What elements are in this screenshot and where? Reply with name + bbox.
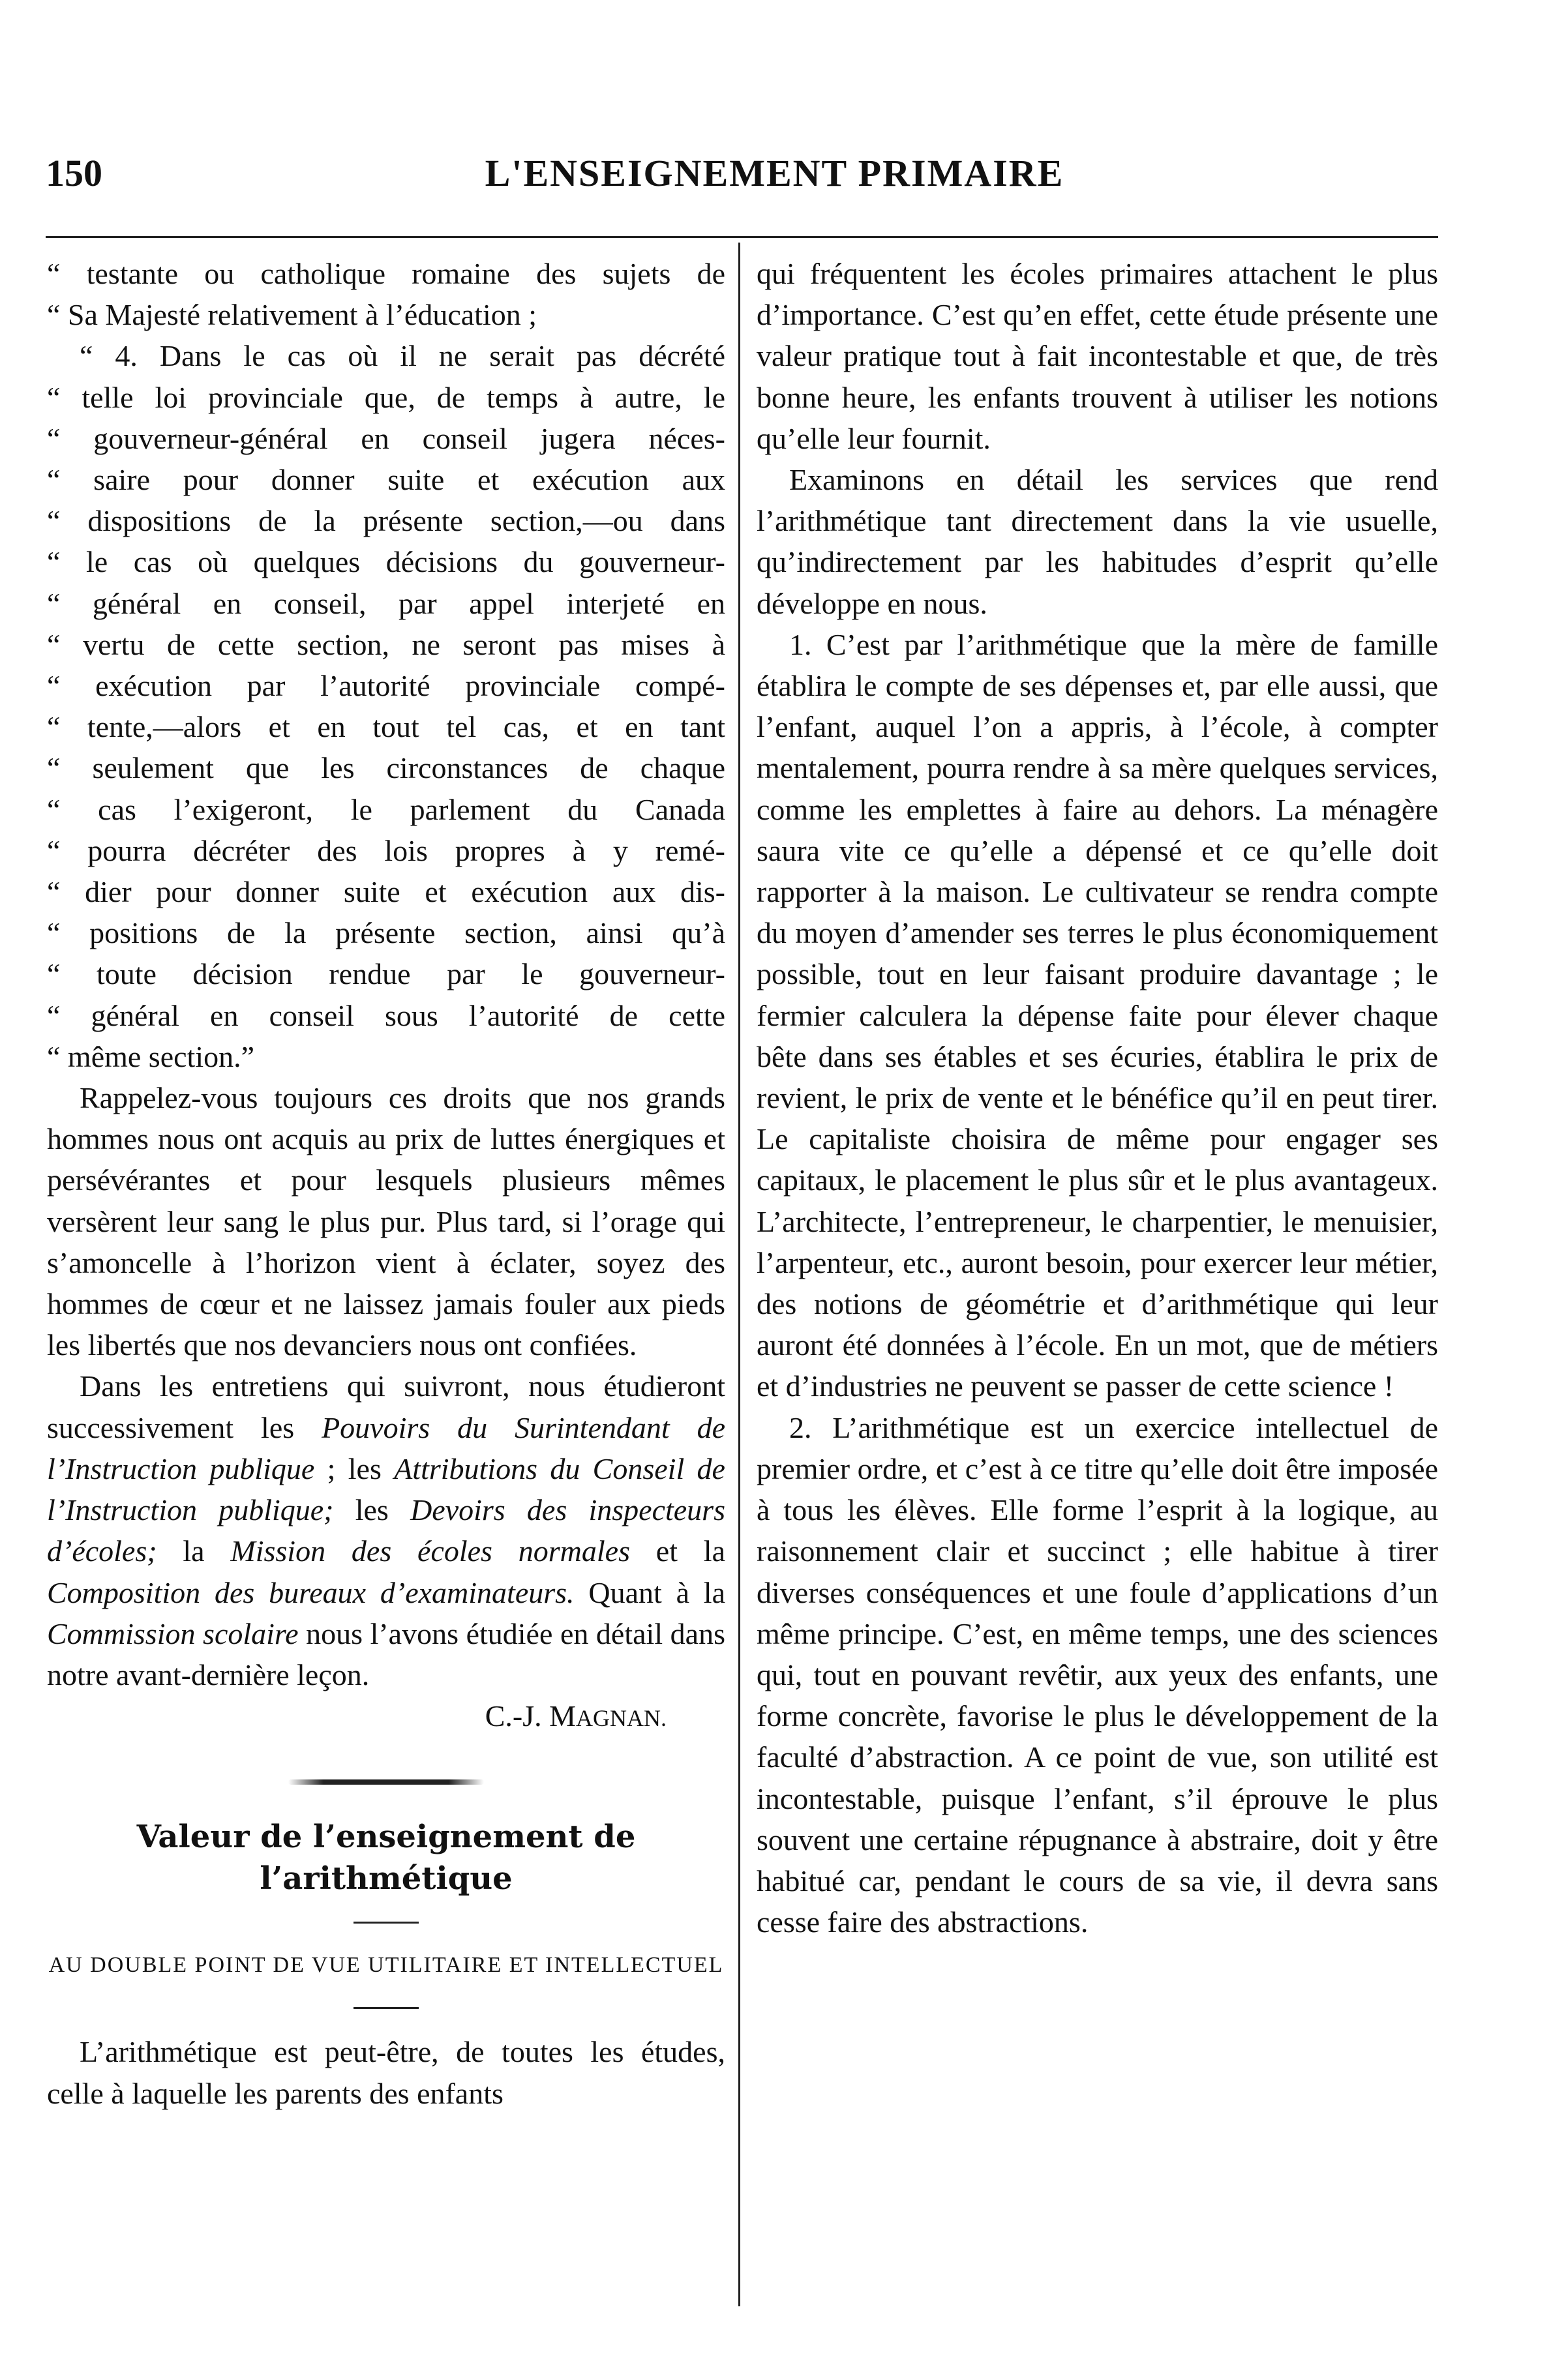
law-line: “ saire pour donner suite et exécution aux bbox=[47, 463, 725, 497]
subtitle-rule bbox=[353, 2007, 419, 2009]
column-divider bbox=[738, 243, 740, 2306]
law-line: “ testante ou catholique romaine des sujets de bbox=[47, 257, 725, 290]
signature-initials: C.-J. M bbox=[485, 1699, 576, 1733]
law-line: “ pourra décréter des lois propres à y remé- bbox=[47, 833, 725, 867]
paragraph-entretiens bbox=[47, 1365, 725, 1695]
left-column bbox=[47, 253, 725, 2114]
paragraph-rappelez: Rappelez-vous toujours ces droits que nos grands hommes nous ont acquis au prix de luttes énergiques et persévérantes et pour lesquels plusieurs mêmes versèrent leur sang le plus pur. Plus tard, si l’orage qui s’amoncelle à l’horizon vient à éclater, soyez des hommes de cœur et ne laissez jamais fouler aux pieds les libertés que nos devanciers nous ont confiées. bbox=[47, 1081, 725, 1362]
italic-title: Attributions du Conseil de l’Instruction publique; bbox=[47, 1451, 725, 1527]
text-run: nous l’avons étudiée en détail dans notre avant-dernière leçon. bbox=[47, 1616, 725, 1691]
law-line: “ général en conseil sous l’autorité de cette bbox=[47, 998, 725, 1032]
article-title: Valeur de l’enseignement de l’arithmétique bbox=[136, 1819, 636, 1897]
italic-title: Commission scolaire bbox=[47, 1616, 299, 1650]
law-line: “ même section.” bbox=[47, 1039, 255, 1073]
italic-title: Mission des écoles normales bbox=[230, 1534, 630, 1568]
law-line: “ dispositions de la présente section,—ou dans bbox=[47, 504, 725, 538]
law-line: “ 4. Dans le cas où il ne serait pas décrété bbox=[80, 339, 725, 373]
text-run: Dans les entretiens qui suivront, nous étudieront successivement les bbox=[47, 1369, 725, 1444]
law-line: “ le cas où quelques décisions du gouverneur- bbox=[47, 545, 725, 579]
law-line: “ gouverneur-général en conseil jugera néces- bbox=[47, 421, 725, 455]
text-run: ; les bbox=[314, 1451, 395, 1485]
law-line: “ cas l’exigeront, le parlement du Canada bbox=[47, 792, 725, 826]
law-line: “ Sa Majesté relativement à l’éducation ; bbox=[47, 298, 537, 332]
law-line: “ tente,—alors et en tout tel cas, et en tant bbox=[47, 710, 725, 744]
law-line: “ seulement que les circonstances de chaque bbox=[47, 751, 725, 785]
section-ornament bbox=[288, 1779, 484, 1785]
page-number: 150 bbox=[46, 152, 102, 194]
italic-title: Composition des bureaux d’examinateurs. bbox=[47, 1575, 575, 1609]
article-subtitle: AU DOUBLE POINT DE VUE UTILITAIRE ET INTELLECTUEL bbox=[48, 1953, 724, 1978]
italic-title: Pouvoirs du Surintendant de l’Instruction publique bbox=[47, 1410, 725, 1485]
article-intro: L’arithmétique est peut-être, de toutes les études, celle à laquelle les parents des enfants bbox=[47, 2035, 725, 2110]
law-line: “ dier pour donner suite et exécution aux dis- bbox=[47, 875, 725, 909]
paragraph-point-2: 2. L’arithmétique est un exercice intellectuel de premier ordre, et c’est à ce titre qu’elle doit être imposée à tous les élèves. Elle forme l’esprit à la logique, au raisonnement clair et succinct ; elle habitue à tirer diverses conséquences et une foule d’applications d’un même principe. C’est, en même temps, une des sciences qui, tout en pouvant revêtir, aux yeux des enfants, une forme concrète, favorise le plus le développement de la faculté d’abstraction. A ce point de vue, son utilité est incontestable, puisque l’enfant, s’il éprouve le plus souvent une certaine répugnance à abstraire, doit y être habitué car, pendant le cours de sa vie, il devra sans cesse faire des abstractions. bbox=[757, 1410, 1438, 1939]
law-line: “ positions de la présente section, ainsi qu’à bbox=[47, 916, 725, 950]
law-line: “ telle loi provinciale que, de temps à autre, le bbox=[47, 380, 725, 414]
author-signature bbox=[47, 1695, 725, 1739]
running-title: L'ENSEIGNEMENT PRIMAIRE bbox=[485, 152, 1064, 194]
law-line: “ vertu de cette section, ne seront pas mises à bbox=[47, 627, 725, 661]
paragraph-point-1: 1. C’est par l’arithmétique que la mère de famille établira le compte de ses dépenses et, par elle aussi, que l’enfant, auquel l’on a appris, à l’école, à compter mentalement, pourra rendre à sa mère quelques services, comme les emplettes à faire au dehors. La ménagère saura vite ce qu’elle a dépensé et ce qu’elle doit rapporter à la maison. Le cultivateur se rendra compte du moyen d’amender ses terres le plus économiquement possible, tout en leur faisant produire davantage ; le fermier calculera la dépense faite pour élever chaque bête dans ses étables et ses écuries, établira le prix de revient, le prix de vente et le bénéfice qu’il en peut tirer. Le capitaliste choisira de même pour engager ses capitaux, le placement le plus sûr et le plus avantageux. L’architecte, l’entrepreneur, le charpentier, le menuisier, l’arpenteur, etc., auront besoin, pour exercer leur métier, des notions de géométrie et d’arithmétique qui leur auront été données à l’école. En un mot, que de métiers et d’industries ne peuvent se passer de cette science ! bbox=[757, 627, 1438, 1403]
signature-surname: AGNAN. bbox=[576, 1705, 667, 1732]
right-column bbox=[757, 253, 1438, 1942]
paragraph-examinons: Examinons en détail les services que rend l’arithmétique tant directement dans la vie usuelle, qu’indirectement par les habitudes d’esprit qu’elle développe en nous. bbox=[757, 463, 1438, 620]
italic-title: Devoirs des inspecteurs d’écoles; bbox=[47, 1493, 725, 1568]
law-line: “ général en conseil, par appel interjeté en bbox=[47, 586, 725, 620]
law-quotation bbox=[47, 253, 725, 1077]
law-line: “ toute décision rendue par le gouverneur- bbox=[47, 957, 725, 991]
text-run: la bbox=[157, 1534, 231, 1568]
header-rule bbox=[46, 236, 1438, 238]
text-run: les bbox=[333, 1493, 411, 1527]
text-run: Quant à la bbox=[574, 1575, 726, 1609]
paragraph-continuation: qui fréquentent les écoles primaires attachent le plus d’importance. C’est qu’en effet, cette étude présente une valeur pratique tout à fait incontestable et que, de très bonne heure, les enfants trouvent à utiliser les notions qu’elle leur fournit. bbox=[757, 257, 1438, 455]
law-line: “ exécution par l’autorité provinciale compé- bbox=[47, 669, 725, 703]
text-run: et la bbox=[629, 1534, 725, 1568]
title-rule bbox=[353, 1922, 419, 1924]
